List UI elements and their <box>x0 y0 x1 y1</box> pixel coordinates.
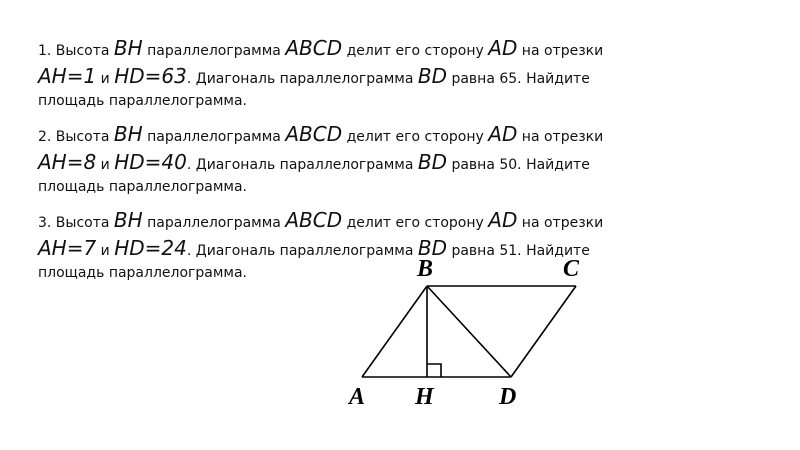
problem-line <box>38 86 778 108</box>
problem-line <box>38 116 778 144</box>
text-fragment: параллелограмма <box>142 129 286 145</box>
text-fragment: и <box>96 243 115 259</box>
text-fragment: параллелограмма <box>142 215 286 231</box>
problem-2 <box>38 116 778 194</box>
vertex-label-d: D <box>499 384 517 410</box>
problem-number: 3. <box>38 215 52 231</box>
segment-ah-value: AH=7 <box>38 236 97 260</box>
problem-line <box>38 58 778 86</box>
segment-ad: AD <box>488 208 518 232</box>
segment-bd: BD <box>417 64 447 88</box>
text-fragment: Высота <box>51 43 114 59</box>
text-fragment: и <box>96 71 115 87</box>
text-fragment: параллелограмма <box>142 43 286 59</box>
problem-number: 2. <box>38 129 52 145</box>
segment-ad: AD <box>488 122 518 146</box>
figure-abcd: ABCD <box>285 36 343 60</box>
text-fragment: на отрезки <box>517 215 604 231</box>
text-fragment: площадь параллелограмма. <box>38 93 248 109</box>
problem-line <box>38 202 778 230</box>
side-ab <box>362 286 427 377</box>
figure-abcd: ABCD <box>285 208 343 232</box>
text-fragment: и <box>96 157 115 173</box>
segment-hd-value: HD=40 <box>114 150 187 174</box>
vertex-label-a: A <box>349 384 366 410</box>
problem-line <box>38 144 778 172</box>
text-fragment: Высота <box>51 129 114 145</box>
point-label-h: H <box>415 384 434 410</box>
problem-number: 1. <box>38 43 52 59</box>
right-angle-mark <box>427 364 441 377</box>
segment-bh: BH <box>113 122 143 146</box>
text-fragment: равна 50. Найдите <box>447 157 590 173</box>
text-fragment: площадь параллелограмма. <box>38 179 248 195</box>
text-fragment: равна 65. Найдите <box>447 71 590 87</box>
vertex-label-c: C <box>563 256 580 282</box>
vertex-label-b: B <box>417 256 434 282</box>
text-fragment: Высота <box>51 215 114 231</box>
text-fragment: на отрезки <box>517 43 604 59</box>
segment-ah-value: AH=8 <box>38 150 97 174</box>
problem-1 <box>38 30 778 108</box>
side-cd <box>511 286 576 377</box>
problem-line <box>38 172 778 194</box>
text-fragment: . Диагональ параллелограмма <box>186 71 418 87</box>
problem-line <box>38 30 778 58</box>
text-fragment: делит его сторону <box>342 215 489 231</box>
parallelogram-figure <box>345 252 595 412</box>
segment-hd-value: HD=63 <box>114 64 187 88</box>
text-fragment: равна 51. Найдите <box>447 243 590 259</box>
text-fragment: делит его сторону <box>342 129 489 145</box>
text-fragment: на отрезки <box>517 129 604 145</box>
parallelogram-svg <box>345 252 595 412</box>
text-fragment: . Диагональ параллелограмма <box>186 243 418 259</box>
segment-ah-value: AH=1 <box>38 64 97 88</box>
segment-bh: BH <box>113 36 143 60</box>
text-fragment: делит его сторону <box>342 43 489 59</box>
segment-hd-value: HD=24 <box>114 236 187 260</box>
figure-abcd: ABCD <box>285 122 343 146</box>
segment-ad: AD <box>488 36 518 60</box>
segment-bd: BD <box>417 236 447 260</box>
text-fragment: площадь параллелограмма. <box>38 265 248 281</box>
text-fragment: . Диагональ параллелограмма <box>186 157 418 173</box>
segment-bh: BH <box>113 208 143 232</box>
segment-bd: BD <box>417 150 447 174</box>
